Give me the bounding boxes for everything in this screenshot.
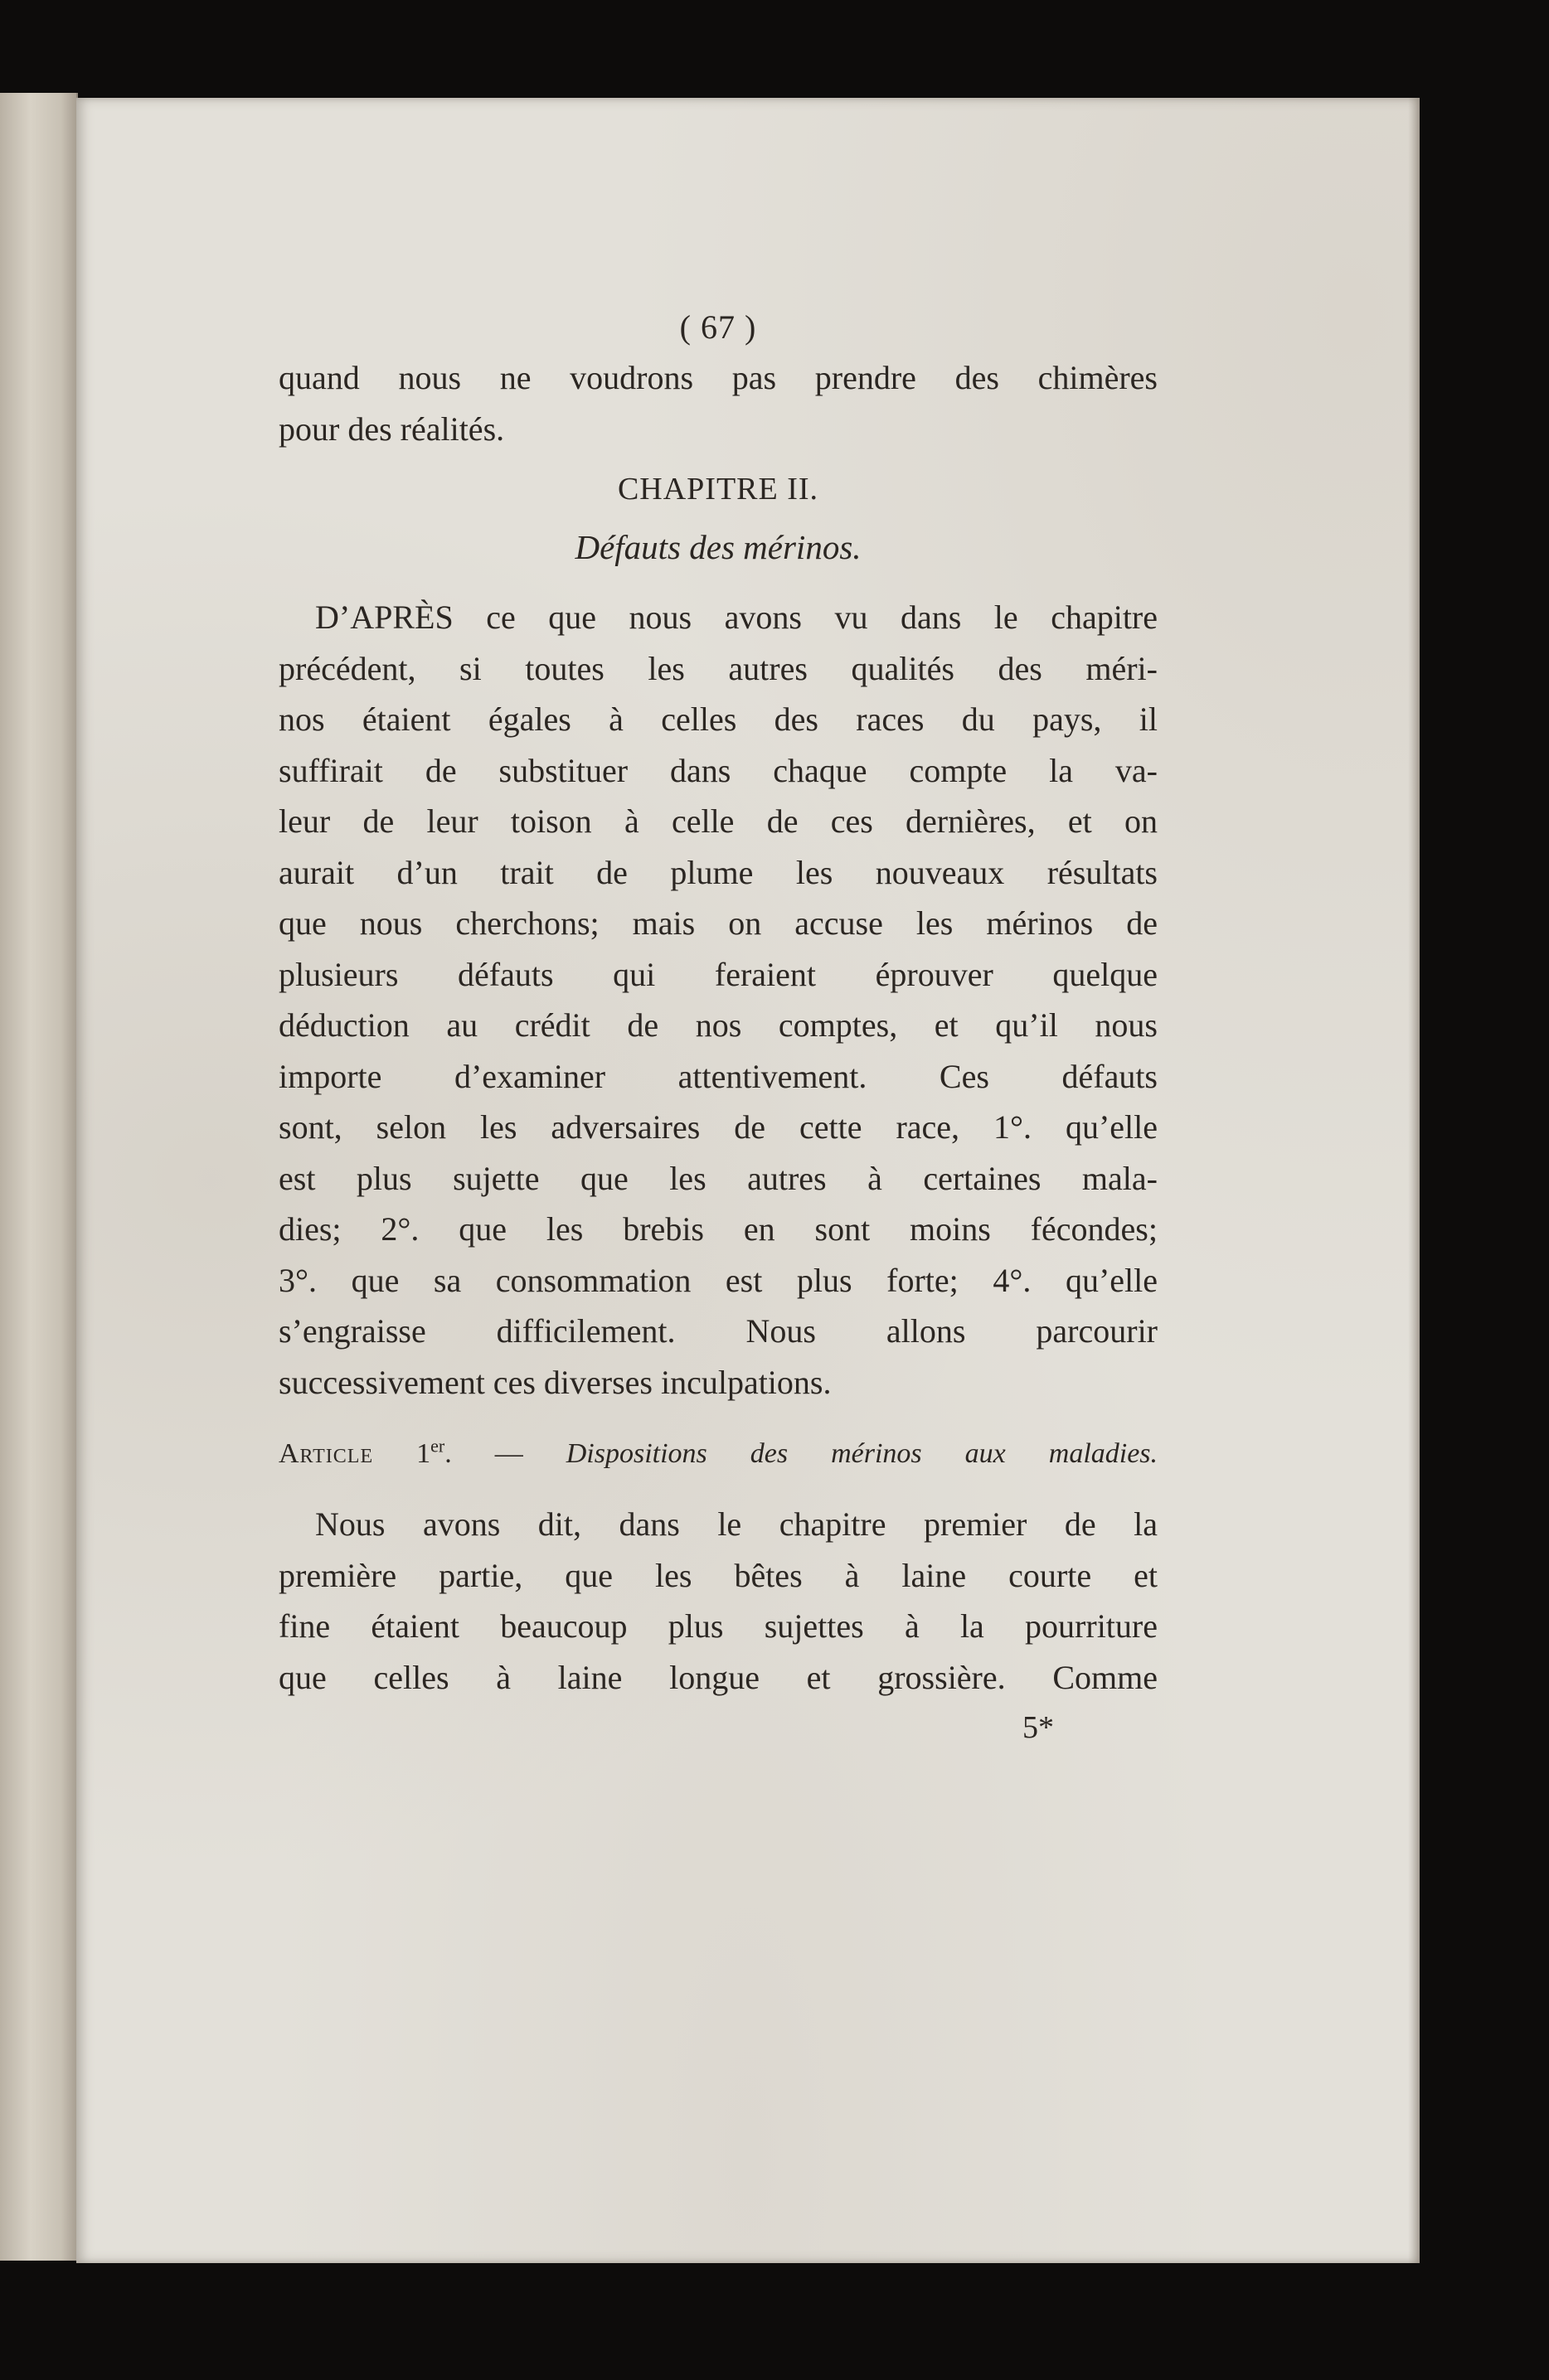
text-line: que nous cherchons; mais on accuse les mérinos de bbox=[279, 904, 1158, 942]
article-number: 1 bbox=[416, 1438, 431, 1469]
page-text bbox=[279, 303, 1158, 1752]
text-line: 3°. que sa consommation est plus forte; 4°. qu’elle bbox=[279, 1261, 1158, 1299]
lead-paragraph bbox=[279, 352, 1158, 454]
text-line: leur de leur toison à celle de ces dernières, et on bbox=[279, 802, 1158, 840]
signature-mark: 5* bbox=[1022, 1710, 1054, 1745]
text-line: D’APRÈS ce que nous avons vu dans le chapitre bbox=[315, 599, 1158, 636]
text-line: précédent, si toutes les autres qualités des méri- bbox=[279, 649, 1158, 687]
book-page bbox=[76, 98, 1420, 2263]
text-line: quand nous ne voudrons pas prendre des chimères bbox=[279, 359, 1158, 396]
article-label: Article bbox=[279, 1438, 374, 1469]
text-line: nos étaient égales à celles des races du pays, il bbox=[279, 700, 1158, 738]
text-line: aurait d’un trait de plume les nouveaux résultats bbox=[279, 853, 1158, 891]
chapter-subtitle: Défauts des mérinos. bbox=[575, 528, 862, 566]
chapter-title: CHAPITRE II. bbox=[617, 472, 819, 507]
text-line: est plus sujette que les autres à certaines mala- bbox=[279, 1159, 1158, 1197]
article-title: Dispositions des mérinos aux maladies. bbox=[566, 1438, 1158, 1469]
article-separator: . — bbox=[444, 1438, 523, 1469]
text-line: plusieurs défauts qui feraient éprouver quelque bbox=[279, 955, 1158, 993]
article-number-suffix: er bbox=[430, 1435, 445, 1457]
text-line: importe d’examiner attentivement. Ces défauts bbox=[279, 1057, 1158, 1095]
text-line: pour des réalités. bbox=[279, 410, 505, 448]
article-heading bbox=[279, 1429, 1158, 1479]
paragraph-1 bbox=[279, 592, 1158, 1408]
text-line: successivement ces diverses inculpations. bbox=[279, 1363, 832, 1401]
text-line: s’engraisse difficilement. Nous allons parcourir bbox=[279, 1312, 1158, 1350]
text-line: première partie, que les bêtes à laine courte et bbox=[279, 1556, 1158, 1594]
text-line: sont, selon les adversaires de cette race, 1°. qu’elle bbox=[279, 1108, 1158, 1146]
text-line: dies; 2°. que les brebis en sont moins fécondes; bbox=[279, 1210, 1158, 1248]
text-line: Nous avons dit, dans le chapitre premier de la bbox=[315, 1505, 1158, 1543]
left-page-edge bbox=[0, 93, 78, 2261]
text-line: fine étaient beaucoup plus sujettes à la pourriture bbox=[279, 1607, 1158, 1645]
page-number: ( 67 ) bbox=[679, 308, 757, 346]
text-line: suffirait de substituer dans chaque compte la va- bbox=[279, 751, 1158, 789]
text-line: que celles à laine longue et grossière. Comme bbox=[279, 1658, 1158, 1696]
paragraph-2 bbox=[279, 1499, 1158, 1703]
text-line: déduction au crédit de nos comptes, et qu’il nous bbox=[279, 1006, 1158, 1044]
